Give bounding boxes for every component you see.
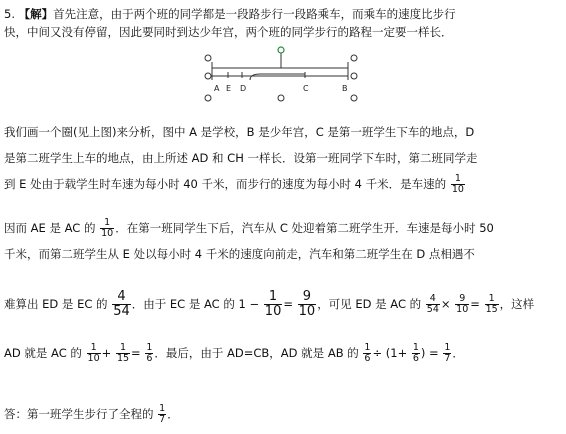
solution-tag: 【解】 [18, 7, 54, 21]
problem-line-2 [4, 24, 453, 40]
problem-text-1: 首先注意，由于两个班的同学都是一段路步行一段路乘车，而乘车的速度比步行 [53, 7, 456, 21]
body-text-6a: 难算出 ED 是 EC 的 [4, 297, 108, 311]
problem-text-2: 快，中间又没有停留，因此要同时到达少年宫，两个班的同学步行的路程一定要一样长． [4, 25, 453, 39]
body-text-1: 我们画一个圈(见上图)来分析，图中 A 是学校，B 是少年宫，C 是第一班学生下车的地点，D [4, 125, 475, 139]
body-text-5: 千米，而第二班学生从 E 处以每小时 4 千米的速度向前走，汽车和第二班学生在 D 点相遇不 [4, 247, 475, 261]
answer-text: 答：第一班学生步行了全程的 [4, 407, 154, 421]
problem-line-1 [4, 6, 456, 22]
handle-top-left [205, 55, 211, 61]
fraction-11: $\frac{1}{6}$ [146, 342, 153, 364]
body-line-1 [4, 124, 474, 140]
handle-mid-right [351, 73, 357, 79]
body-text-3: 到 E 处由于载学生时车速为每小时 40 千米，而步行的速度为每小时 4 千米．是车速的 [4, 177, 447, 191]
body-text-2: 是第二班学生上车的地点，由上所述 AD 和 CH 一样长．设第一班同学下车时，第二班同学走 [4, 151, 478, 165]
handle-mid-left [205, 73, 211, 79]
fraction-8: $\frac{1}{15}$ [485, 293, 498, 315]
label-b: B [342, 84, 348, 93]
handle-bottom-right [351, 95, 357, 101]
body-line-7: AD 就是 AC 的 $\frac{1}{10}$ + $\frac{1}{15}$ = $\frac{1}{6}$ ．最后，由于 AD=CB，AD 就是 AB 的 $\frac{1}{6}$ ÷ (1+ $\frac{1}{6}$ ) = $\frac{1}{7}$ ． [4, 342, 464, 364]
handle-bottom-left [205, 95, 211, 101]
fraction-14: $\frac{1}{7}$ [444, 342, 451, 364]
body-text-6b: ．由于 EC 是 AC 的 1 − [131, 297, 260, 311]
fraction-4: $\frac{1}{10}$ [264, 289, 282, 319]
label-d: D [240, 84, 247, 93]
body-text-4a: 因而 AE 是 AC 的 [4, 221, 96, 235]
body-text-7a: AD 就是 AC 的 [4, 346, 82, 360]
fraction-13: $\frac{1}{6}$ [412, 342, 419, 364]
fraction-3: $\frac{4}{54}$ [113, 289, 130, 319]
label-c: C [303, 84, 309, 93]
body-line-6: 难算出 ED 是 EC 的 $\frac{4}{54}$ ．由于 EC 是 AC 的 1 − $\frac{1}{10}$ = $\frac{9}{10}$ ，可见 ED 是 AC 的 $\frac{4}{54}$ × $\frac{9}{10}$ = $\frac{1}{15}$ ，这样 [4, 289, 535, 319]
fraction-7: $\frac{9}{10}$ [456, 293, 469, 315]
label-a: A [214, 84, 220, 93]
route-diagram [200, 44, 365, 104]
handle-bottom-center [278, 95, 284, 101]
fraction-10: $\frac{1}{15}$ [116, 342, 130, 364]
handle-top-center [278, 47, 284, 53]
answer-line: 答：第一班学生步行了全程的 $\frac{1}{7}$ ． [4, 403, 179, 425]
fraction-9: $\frac{1}{10}$ [87, 342, 100, 364]
body-line-3 [4, 174, 466, 195]
arrow-path [250, 74, 305, 80]
body-text-4b: ．在第一班同学生下后，汽车从 C 处迎着第二班学生开．车速是每小时 50 [115, 221, 494, 235]
fraction-15: $\frac{1}{7}$ [159, 403, 166, 425]
fraction-5: $\frac{9}{10}$ [298, 289, 316, 319]
fraction-2: $\frac{1}{10}$ [101, 217, 114, 239]
fraction-12: $\frac{1}{6}$ [364, 342, 371, 364]
body-line-2 [4, 150, 478, 166]
label-e: E [226, 84, 232, 93]
fraction-6: $\frac{4}{54}$ [426, 293, 439, 315]
body-line-5 [4, 246, 475, 262]
problem-number: 5. [4, 7, 15, 21]
body-line-4 [4, 218, 494, 239]
handle-top-right [351, 55, 357, 61]
fraction-1: $\frac{1}{10}$ [451, 173, 464, 195]
